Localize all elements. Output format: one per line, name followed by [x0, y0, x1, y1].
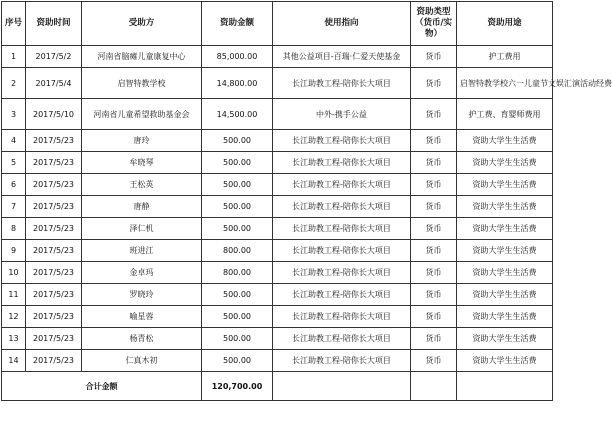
cell-direction: 长江助教工程-陪你长大项目	[273, 284, 411, 306]
cell-amount: 14,800.00	[202, 68, 273, 99]
cell-purpose: 资助大学生生活费	[457, 306, 553, 328]
cell-purpose: 资助大学生生活费	[457, 174, 553, 196]
cell-date: 2017/5/23	[26, 306, 82, 328]
cell-date: 2017/5/10	[26, 99, 82, 130]
cell-amount: 500.00	[202, 284, 273, 306]
cell-amount: 800.00	[202, 240, 273, 262]
cell-purpose: 启智特教学校六一儿童节文娱汇演活动经费	[457, 68, 553, 99]
cell-direction: 中外-携手公益	[273, 99, 411, 130]
header-amount: 资助金额	[202, 2, 273, 46]
cell-amount: 500.00	[202, 196, 273, 218]
cell-purpose: 护工费、育婴师费用	[457, 99, 553, 130]
cell-seq: 12	[2, 306, 26, 328]
table-row	[2, 99, 553, 130]
table-row	[2, 68, 553, 99]
table-row	[2, 240, 553, 262]
cell-recipient: 泽仁机	[82, 218, 202, 240]
cell-direction: 长江助教工程-陪你长大项目	[273, 196, 411, 218]
cell-type: 货币	[411, 240, 457, 262]
cell-date: 2017/5/23	[26, 262, 82, 284]
cell-direction: 长江助教工程-陪你长大项目	[273, 174, 411, 196]
cell-amount: 500.00	[202, 328, 273, 350]
cell-seq: 6	[2, 174, 26, 196]
cell-purpose: 资助大学生生活费	[457, 284, 553, 306]
cell-date: 2017/5/23	[26, 240, 82, 262]
table-body	[2, 46, 612, 372]
cell-seq: 1	[2, 46, 26, 68]
cell-seq: 3	[2, 99, 26, 130]
cell-purpose: 资助大学生生活费	[457, 152, 553, 174]
header-purpose: 资助用途	[457, 2, 553, 46]
cell-amount: 500.00	[202, 174, 273, 196]
total-label: 合计金额	[2, 372, 202, 401]
cell-direction: 长江助教工程-陪你长大项目	[273, 130, 411, 152]
table-row	[2, 46, 553, 68]
cell-direction: 其他公益项目-百瑞·仁爱天使基金	[273, 46, 411, 68]
cell-type: 货币	[411, 99, 457, 130]
cell-direction: 长江助教工程-陪你长大项目	[273, 328, 411, 350]
cell-amount: 14,500.00	[202, 99, 273, 130]
cell-seq: 10	[2, 262, 26, 284]
cell-recipient: 河南省儿童希望救助基金会	[82, 99, 202, 130]
total-empty-cell	[457, 372, 553, 401]
cell-amount: 500.00	[202, 130, 273, 152]
cell-type: 货币	[411, 152, 457, 174]
cell-date: 2017/5/23	[26, 218, 82, 240]
total-empty-cell	[273, 372, 411, 401]
cell-seq: 8	[2, 218, 26, 240]
cell-amount: 500.00	[202, 152, 273, 174]
cell-type: 货币	[411, 218, 457, 240]
table-row	[2, 152, 553, 174]
cell-seq: 11	[2, 284, 26, 306]
cell-purpose: 资助大学生生活费	[457, 218, 553, 240]
cell-direction: 长江助教工程-陪你长大项目	[273, 240, 411, 262]
cell-date: 2017/5/23	[26, 152, 82, 174]
cell-date: 2017/5/4	[26, 68, 82, 99]
table-row	[2, 218, 553, 240]
header-direction: 使用指向	[273, 2, 411, 46]
cell-amount: 500.00	[202, 218, 273, 240]
cell-date: 2017/5/23	[26, 284, 82, 306]
cell-recipient: 罗晓玲	[82, 284, 202, 306]
header-recipient: 受助方	[82, 2, 202, 46]
cell-recipient: 杨青松	[82, 328, 202, 350]
cell-direction: 长江助教工程-陪你长大项目	[273, 262, 411, 284]
cell-date: 2017/5/23	[26, 328, 82, 350]
cell-purpose: 资助大学生生活费	[457, 196, 553, 218]
cell-direction: 长江助教工程-陪你长大项目	[273, 68, 411, 99]
cell-type: 货币	[411, 350, 457, 372]
cell-purpose: 资助大学生生活费	[457, 350, 553, 372]
table-row	[2, 196, 553, 218]
header-type: 资助类型（货币/实物）	[411, 2, 457, 46]
header-seq: 序号	[2, 2, 26, 46]
table-row	[2, 262, 553, 284]
cell-date: 2017/5/23	[26, 196, 82, 218]
cell-date: 2017/5/23	[26, 174, 82, 196]
cell-type: 货币	[411, 328, 457, 350]
cell-recipient: 唐静	[82, 196, 202, 218]
cell-seq: 4	[2, 130, 26, 152]
table-row	[2, 130, 553, 152]
table-row	[2, 306, 553, 328]
cell-purpose: 资助大学生生活费	[457, 240, 553, 262]
total-empty-cell	[411, 372, 457, 401]
cell-seq: 7	[2, 196, 26, 218]
cell-recipient: 唐玲	[82, 130, 202, 152]
cell-purpose: 资助大学生生活费	[457, 130, 553, 152]
cell-type: 货币	[411, 174, 457, 196]
cell-seq: 14	[2, 350, 26, 372]
cell-amount: 500.00	[202, 350, 273, 372]
table-row	[2, 284, 553, 306]
table-row	[2, 174, 553, 196]
cell-type: 货币	[411, 284, 457, 306]
cell-date: 2017/5/2	[26, 46, 82, 68]
cell-type: 货币	[411, 46, 457, 68]
cell-recipient: 启智特教学校	[82, 68, 202, 99]
total-value: 120,700.00	[202, 372, 273, 401]
cell-seq: 13	[2, 328, 26, 350]
cell-purpose: 资助大学生生活费	[457, 328, 553, 350]
cell-date: 2017/5/23	[26, 350, 82, 372]
table-row	[2, 328, 553, 350]
cell-type: 货币	[411, 130, 457, 152]
cell-recipient: 班进江	[82, 240, 202, 262]
cell-recipient: 喻星蓉	[82, 306, 202, 328]
header-row	[2, 2, 553, 46]
cell-direction: 长江助教工程-陪你长大项目	[273, 350, 411, 372]
cell-recipient: 仁真木初	[82, 350, 202, 372]
cell-purpose: 护工费用	[457, 46, 553, 68]
cell-recipient: 牟晓琴	[82, 152, 202, 174]
funding-table	[1, 1, 612, 401]
cell-seq: 2	[2, 68, 26, 99]
cell-direction: 长江助教工程-陪你长大项目	[273, 306, 411, 328]
cell-amount: 85,000.00	[202, 46, 273, 68]
cell-direction: 长江助教工程-陪你长大项目	[273, 152, 411, 174]
cell-type: 货币	[411, 68, 457, 99]
cell-seq: 9	[2, 240, 26, 262]
cell-recipient: 河南省脑瘫儿童康复中心	[82, 46, 202, 68]
cell-purpose: 资助大学生生活费	[457, 262, 553, 284]
cell-amount: 500.00	[202, 306, 273, 328]
cell-seq: 5	[2, 152, 26, 174]
cell-type: 货币	[411, 196, 457, 218]
table-row	[2, 350, 553, 372]
total-row	[2, 372, 553, 401]
cell-date: 2017/5/23	[26, 130, 82, 152]
header-date: 资助时间	[26, 2, 82, 46]
cell-recipient: 金卓玛	[82, 262, 202, 284]
cell-type: 货币	[411, 262, 457, 284]
cell-recipient: 王松英	[82, 174, 202, 196]
cell-direction: 长江助教工程-陪你长大项目	[273, 218, 411, 240]
cell-amount: 800.00	[202, 262, 273, 284]
cell-type: 货币	[411, 306, 457, 328]
